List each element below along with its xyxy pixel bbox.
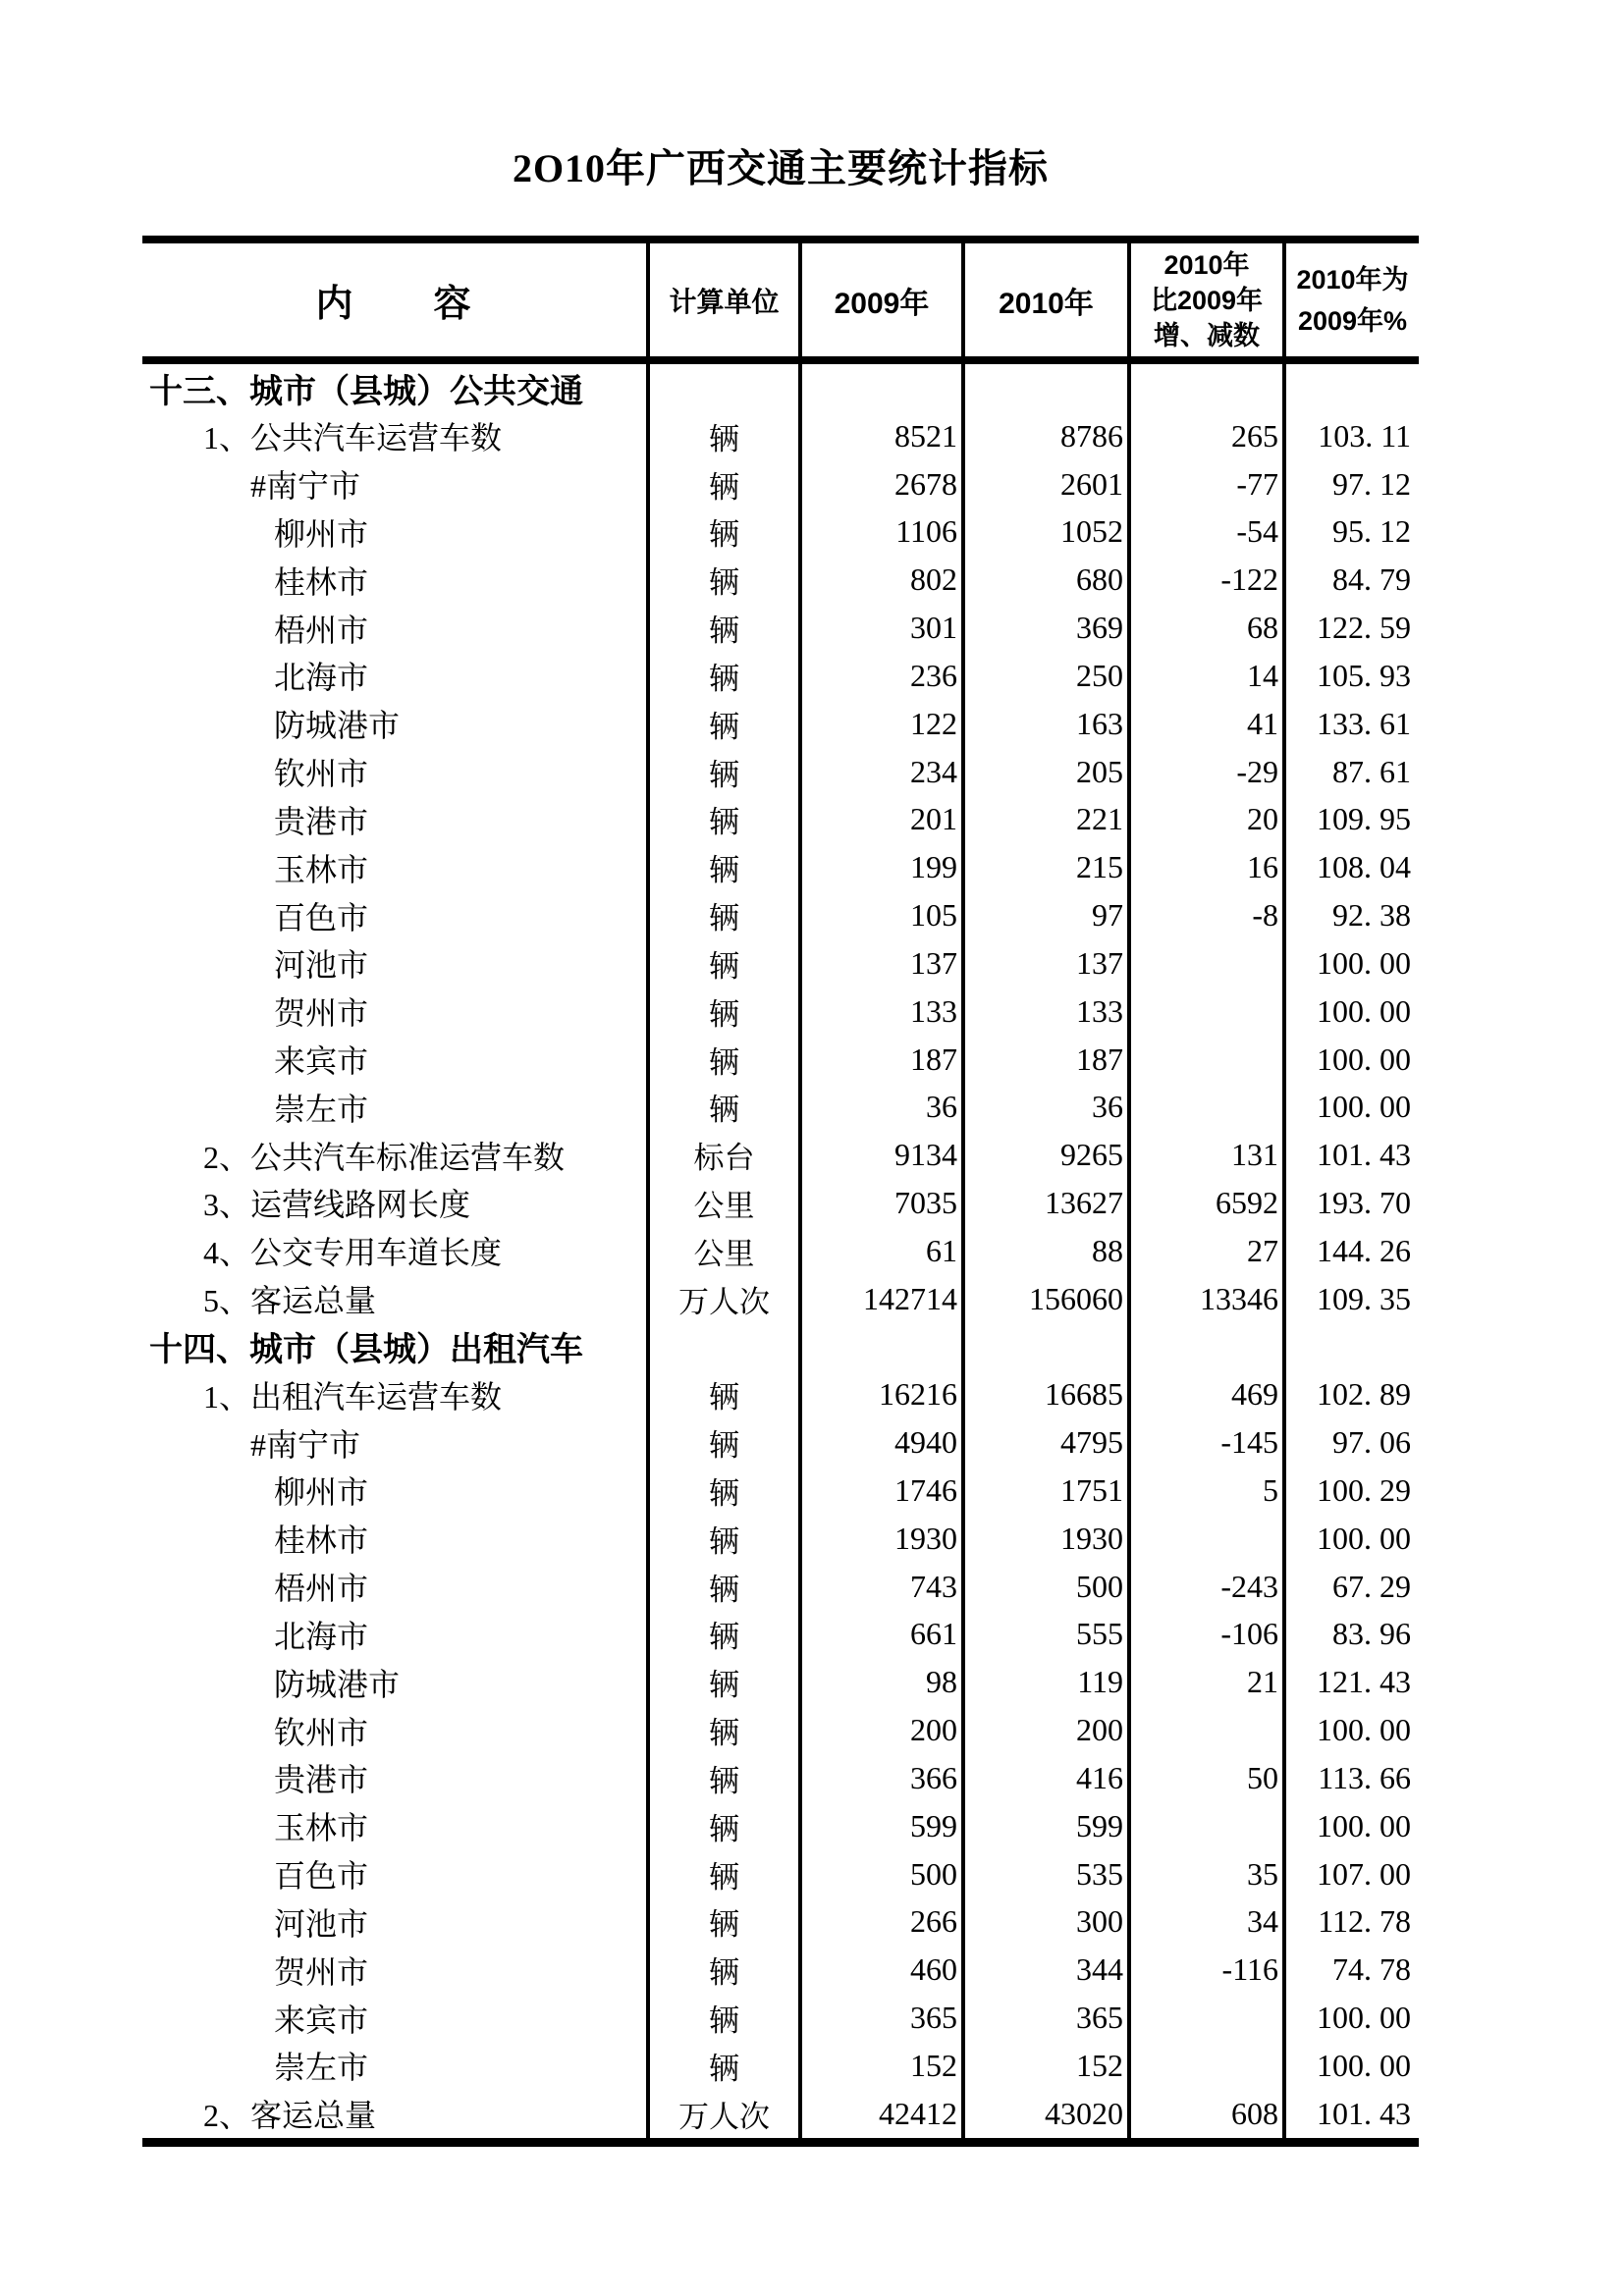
value-pct: 92. 38 (1282, 891, 1419, 939)
value-pct: 100. 00 (1282, 1083, 1419, 1131)
col-header-2010: 2010年 (961, 243, 1127, 356)
value-diff: 50 (1127, 1754, 1282, 1802)
table-row (142, 556, 1419, 604)
row-label: 来宾市 (274, 2002, 369, 2038)
table-row (142, 1083, 1419, 1131)
row-label: 钦州市 (274, 1714, 369, 1750)
value-diff: 34 (1127, 1898, 1282, 1947)
value-diff: 469 (1127, 1370, 1282, 1418)
value-diff: 41 (1127, 700, 1282, 748)
unit-cell: 辆 (646, 1850, 798, 1898)
row-label: 十四、城市（县城）出租汽车 (149, 1331, 583, 1369)
value-diff: 13346 (1127, 1275, 1282, 1323)
value-diff: 68 (1127, 604, 1282, 652)
row-label: 梧州市 (274, 612, 369, 648)
value-pct: 109. 35 (1282, 1275, 1419, 1323)
value-2010: 43020 (961, 2090, 1127, 2138)
unit-cell: 辆 (646, 1706, 798, 1754)
value-pct: 100. 00 (1282, 2042, 1419, 2090)
col-header-diff-line1: 2010年 (1163, 249, 1250, 280)
value-pct: 100. 00 (1282, 1036, 1419, 1084)
row-label: 百色市 (274, 1858, 369, 1895)
unit-cell: 辆 (646, 604, 798, 652)
value-2010: 205 (961, 748, 1127, 796)
table-row (142, 1946, 1419, 1994)
unit-cell: 辆 (646, 1658, 798, 1706)
row-label: 崇左市 (274, 2050, 369, 2086)
value-pct: 121. 43 (1282, 1658, 1419, 1706)
value-pct: 95. 12 (1282, 507, 1419, 556)
row-label: 梧州市 (274, 1571, 369, 1607)
value-pct: 100. 00 (1282, 1515, 1419, 1563)
row-label: #南宁市 (250, 468, 361, 505)
col-header-diff (1127, 243, 1282, 356)
value-pct: 100. 00 (1282, 1706, 1419, 1754)
value-2009: 301 (798, 604, 961, 652)
value-diff: 265 (1127, 412, 1282, 460)
row-label: 贺州市 (274, 1953, 369, 1990)
value-2010 (961, 364, 1127, 412)
unit-cell: 标台 (646, 1131, 798, 1179)
col-header-content: 内 容 (315, 284, 473, 325)
row-label: 3、运营线路网长度 (203, 1187, 471, 1223)
table-row (142, 1994, 1419, 2042)
table-row (142, 1850, 1419, 1898)
table-row (142, 1754, 1419, 1802)
value-2010: 97 (961, 891, 1127, 939)
row-label: 钦州市 (274, 756, 369, 792)
row-label: 河池市 (274, 947, 369, 984)
row-label: 崇左市 (274, 1091, 369, 1127)
value-diff: 14 (1127, 652, 1282, 700)
value-pct: 108. 04 (1282, 843, 1419, 891)
value-diff (1127, 1994, 1282, 2042)
unit-cell: 辆 (646, 748, 798, 796)
col-header-diff-line3: 增、减数 (1154, 320, 1260, 350)
value-2009: 743 (798, 1563, 961, 1611)
value-2010: 535 (961, 1850, 1127, 1898)
value-2010: 9265 (961, 1131, 1127, 1179)
row-label: 贺州市 (274, 995, 369, 1032)
unit-cell: 辆 (646, 652, 798, 700)
unit-cell: 辆 (646, 1418, 798, 1467)
value-2009: 366 (798, 1754, 961, 1802)
value-pct: 74. 78 (1282, 1946, 1419, 1994)
unit-cell: 辆 (646, 1036, 798, 1084)
value-2010: 1052 (961, 507, 1127, 556)
unit-cell: 辆 (646, 1994, 798, 2042)
value-2010: 215 (961, 843, 1127, 891)
unit-cell: 辆 (646, 507, 798, 556)
value-2010: 599 (961, 1802, 1127, 1850)
value-2009: 61 (798, 1227, 961, 1275)
page-title: 2O10年广西交通主要统计指标 (512, 146, 1050, 190)
value-pct: 109. 95 (1282, 795, 1419, 843)
value-2009: 802 (798, 556, 961, 604)
value-pct: 83. 96 (1282, 1611, 1419, 1659)
value-diff: 35 (1127, 1850, 1282, 1898)
col-header-pct-line1: 2010年为 (1296, 264, 1409, 294)
table-row (142, 1370, 1419, 1418)
value-2009 (798, 1323, 961, 1371)
value-pct (1282, 364, 1419, 412)
table-row (142, 988, 1419, 1036)
value-diff: 16 (1127, 843, 1282, 891)
table-row (142, 412, 1419, 460)
value-2009: 133 (798, 988, 961, 1036)
row-label: 贵港市 (274, 803, 369, 839)
value-diff: 6592 (1127, 1179, 1282, 1227)
value-pct: 101. 43 (1282, 1131, 1419, 1179)
table-row (142, 843, 1419, 891)
unit-cell: 公里 (646, 1227, 798, 1275)
unit-cell: 万人次 (646, 1275, 798, 1323)
value-diff: 20 (1127, 795, 1282, 843)
value-2010: 500 (961, 1563, 1127, 1611)
unit-cell: 辆 (646, 988, 798, 1036)
value-2010 (961, 1323, 1127, 1371)
value-2010: 137 (961, 939, 1127, 988)
value-pct: 144. 26 (1282, 1227, 1419, 1275)
value-pct: 102. 89 (1282, 1370, 1419, 1418)
table-row (142, 891, 1419, 939)
value-diff: 5 (1127, 1467, 1282, 1515)
table-row (142, 1898, 1419, 1947)
unit-cell: 辆 (646, 556, 798, 604)
value-2009: 137 (798, 939, 961, 988)
value-pct: 97. 06 (1282, 1418, 1419, 1467)
table-row (142, 748, 1419, 796)
value-2009: 7035 (798, 1179, 961, 1227)
row-label: 北海市 (274, 1618, 369, 1654)
value-pct: 122. 59 (1282, 604, 1419, 652)
table-row (142, 1515, 1419, 1563)
table-row (142, 700, 1419, 748)
value-diff (1127, 2042, 1282, 2090)
table-row (142, 604, 1419, 652)
value-diff: -116 (1127, 1946, 1282, 1994)
value-diff: -8 (1127, 891, 1282, 939)
row-label: 防城港市 (274, 1666, 401, 1702)
table-row (142, 795, 1419, 843)
value-diff: 27 (1127, 1227, 1282, 1275)
value-diff: -54 (1127, 507, 1282, 556)
value-2009: 16216 (798, 1370, 961, 1418)
table-header-row (142, 243, 1419, 364)
value-2010: 1751 (961, 1467, 1127, 1515)
unit-cell: 辆 (646, 460, 798, 508)
value-pct (1282, 1323, 1419, 1371)
value-diff (1127, 939, 1282, 988)
value-2009: 98 (798, 1658, 961, 1706)
value-diff: 608 (1127, 2090, 1282, 2138)
value-diff (1127, 1036, 1282, 1084)
row-label: #南宁市 (250, 1426, 361, 1463)
table-row (142, 1563, 1419, 1611)
row-label: 1、出租汽车运营车数 (203, 1378, 503, 1415)
row-label: 柳州市 (274, 515, 369, 552)
col-header-pct-line2: 2009年% (1297, 305, 1408, 336)
value-pct: 133. 61 (1282, 700, 1419, 748)
value-diff: -106 (1127, 1611, 1282, 1659)
table-row (142, 652, 1419, 700)
value-2009: 500 (798, 1850, 961, 1898)
value-2009: 236 (798, 652, 961, 700)
row-label: 河池市 (274, 1905, 369, 1942)
value-2010: 133 (961, 988, 1127, 1036)
col-header-2009: 2009年 (798, 243, 961, 356)
value-2009: 122 (798, 700, 961, 748)
value-diff (1127, 1706, 1282, 1754)
table-body (142, 364, 1419, 2147)
row-label: 柳州市 (274, 1474, 369, 1511)
table-row (142, 1418, 1419, 1467)
col-header-diff-line2: 比2009年 (1150, 285, 1264, 315)
value-diff: -29 (1127, 748, 1282, 796)
value-2009 (798, 364, 961, 412)
row-label: 4、公交专用车道长度 (203, 1235, 503, 1271)
section-row (142, 1323, 1419, 1371)
value-2010: 250 (961, 652, 1127, 700)
value-2009: 42412 (798, 2090, 961, 2138)
col-header-unit: 计算单位 (646, 243, 798, 356)
value-2009: 200 (798, 1706, 961, 1754)
unit-cell: 辆 (646, 1754, 798, 1802)
value-2010: 152 (961, 2042, 1127, 2090)
value-2009: 201 (798, 795, 961, 843)
unit-cell: 辆 (646, 939, 798, 988)
table-row (142, 1706, 1419, 1754)
row-label: 北海市 (274, 660, 369, 696)
unit-cell: 辆 (646, 1563, 798, 1611)
row-label: 5、客运总量 (203, 1283, 377, 1319)
value-2010: 555 (961, 1611, 1127, 1659)
col-header-pct (1282, 243, 1419, 356)
value-2009: 187 (798, 1036, 961, 1084)
value-diff: -77 (1127, 460, 1282, 508)
value-2009: 365 (798, 1994, 961, 2042)
table-row (142, 1802, 1419, 1850)
table-row (142, 939, 1419, 988)
value-pct: 112. 78 (1282, 1898, 1419, 1947)
table-row (142, 2090, 1419, 2138)
unit-cell: 辆 (646, 843, 798, 891)
value-pct: 100. 29 (1282, 1467, 1419, 1515)
table-row (142, 507, 1419, 556)
unit-cell: 辆 (646, 700, 798, 748)
table-row (142, 1036, 1419, 1084)
value-pct: 100. 00 (1282, 1994, 1419, 2042)
value-pct: 103. 11 (1282, 412, 1419, 460)
row-label: 桂林市 (274, 1522, 369, 1559)
table-row (142, 1227, 1419, 1275)
value-diff (1127, 988, 1282, 1036)
table-row (142, 1275, 1419, 1323)
unit-cell: 辆 (646, 1898, 798, 1947)
unit-cell: 公里 (646, 1179, 798, 1227)
value-2009: 234 (798, 748, 961, 796)
value-pct: 101. 43 (1282, 2090, 1419, 2138)
unit-cell: 辆 (646, 2042, 798, 2090)
value-2010: 200 (961, 1706, 1127, 1754)
row-label: 1、公共汽车运营车数 (203, 420, 503, 456)
value-diff: 131 (1127, 1131, 1282, 1179)
unit-cell: 辆 (646, 1946, 798, 1994)
value-diff: 21 (1127, 1658, 1282, 1706)
value-2009: 105 (798, 891, 961, 939)
row-label: 来宾市 (274, 1043, 369, 1079)
value-2010: 13627 (961, 1179, 1127, 1227)
value-2010: 187 (961, 1036, 1127, 1084)
unit-cell (646, 1323, 798, 1371)
value-diff: -243 (1127, 1563, 1282, 1611)
row-label: 玉林市 (274, 1810, 369, 1846)
value-diff (1127, 364, 1282, 412)
row-label: 2、客运总量 (203, 2098, 377, 2134)
value-diff (1127, 1515, 1282, 1563)
value-2009: 142714 (798, 1275, 961, 1323)
value-diff (1127, 1323, 1282, 1371)
value-2009: 1106 (798, 507, 961, 556)
value-2009: 4940 (798, 1418, 961, 1467)
value-2009: 199 (798, 843, 961, 891)
value-2009: 2678 (798, 460, 961, 508)
value-2009: 460 (798, 1946, 961, 1994)
value-pct: 87. 61 (1282, 748, 1419, 796)
value-2010: 1930 (961, 1515, 1127, 1563)
unit-cell: 辆 (646, 891, 798, 939)
table-row (142, 1131, 1419, 1179)
value-diff (1127, 1083, 1282, 1131)
value-2009: 599 (798, 1802, 961, 1850)
value-2009: 8521 (798, 412, 961, 460)
table-row (142, 1611, 1419, 1659)
row-label: 防城港市 (274, 708, 401, 744)
table-row (142, 2042, 1419, 2090)
value-2010: 680 (961, 556, 1127, 604)
value-2010: 369 (961, 604, 1127, 652)
table-row (142, 1179, 1419, 1227)
value-2009: 9134 (798, 1131, 961, 1179)
value-pct: 107. 00 (1282, 1850, 1419, 1898)
value-2009: 661 (798, 1611, 961, 1659)
value-2010: 416 (961, 1754, 1127, 1802)
value-2010: 163 (961, 700, 1127, 748)
unit-cell: 辆 (646, 1611, 798, 1659)
value-pct: 100. 00 (1282, 988, 1419, 1036)
unit-cell: 万人次 (646, 2090, 798, 2138)
value-2010: 4795 (961, 1418, 1127, 1467)
table-row (142, 1658, 1419, 1706)
value-2010: 365 (961, 1994, 1127, 2042)
value-diff: -145 (1127, 1418, 1282, 1467)
statistics-table (142, 236, 1419, 2147)
unit-cell: 辆 (646, 1370, 798, 1418)
value-pct: 193. 70 (1282, 1179, 1419, 1227)
value-2010: 88 (961, 1227, 1127, 1275)
unit-cell: 辆 (646, 1802, 798, 1850)
value-2009: 152 (798, 2042, 961, 2090)
value-2010: 344 (961, 1946, 1127, 1994)
value-2010: 2601 (961, 460, 1127, 508)
row-label: 百色市 (274, 899, 369, 935)
value-2010: 119 (961, 1658, 1127, 1706)
value-2009: 36 (798, 1083, 961, 1131)
unit-cell: 辆 (646, 1083, 798, 1131)
value-2010: 8786 (961, 412, 1127, 460)
value-pct: 67. 29 (1282, 1563, 1419, 1611)
value-2010: 36 (961, 1083, 1127, 1131)
row-label: 桂林市 (274, 563, 369, 600)
value-diff: -122 (1127, 556, 1282, 604)
value-2010: 156060 (961, 1275, 1127, 1323)
value-pct: 100. 00 (1282, 1802, 1419, 1850)
value-2010: 16685 (961, 1370, 1127, 1418)
table-row (142, 1467, 1419, 1515)
row-label: 十三、城市（县城）公共交通 (149, 372, 583, 410)
value-pct: 97. 12 (1282, 460, 1419, 508)
row-label: 贵港市 (274, 1762, 369, 1798)
value-2009: 1930 (798, 1515, 961, 1563)
value-2010: 221 (961, 795, 1127, 843)
value-2010: 300 (961, 1898, 1127, 1947)
value-2009: 1746 (798, 1467, 961, 1515)
value-2009: 266 (798, 1898, 961, 1947)
value-pct: 113. 66 (1282, 1754, 1419, 1802)
row-label: 玉林市 (274, 851, 369, 887)
unit-cell: 辆 (646, 795, 798, 843)
row-label: 2、公共汽车标准运营车数 (203, 1139, 566, 1175)
unit-cell (646, 364, 798, 412)
unit-cell: 辆 (646, 1515, 798, 1563)
value-diff (1127, 1802, 1282, 1850)
section-row (142, 364, 1419, 412)
unit-cell: 辆 (646, 1467, 798, 1515)
unit-cell: 辆 (646, 412, 798, 460)
table-row (142, 460, 1419, 508)
value-pct: 100. 00 (1282, 939, 1419, 988)
value-pct: 105. 93 (1282, 652, 1419, 700)
value-pct: 84. 79 (1282, 556, 1419, 604)
